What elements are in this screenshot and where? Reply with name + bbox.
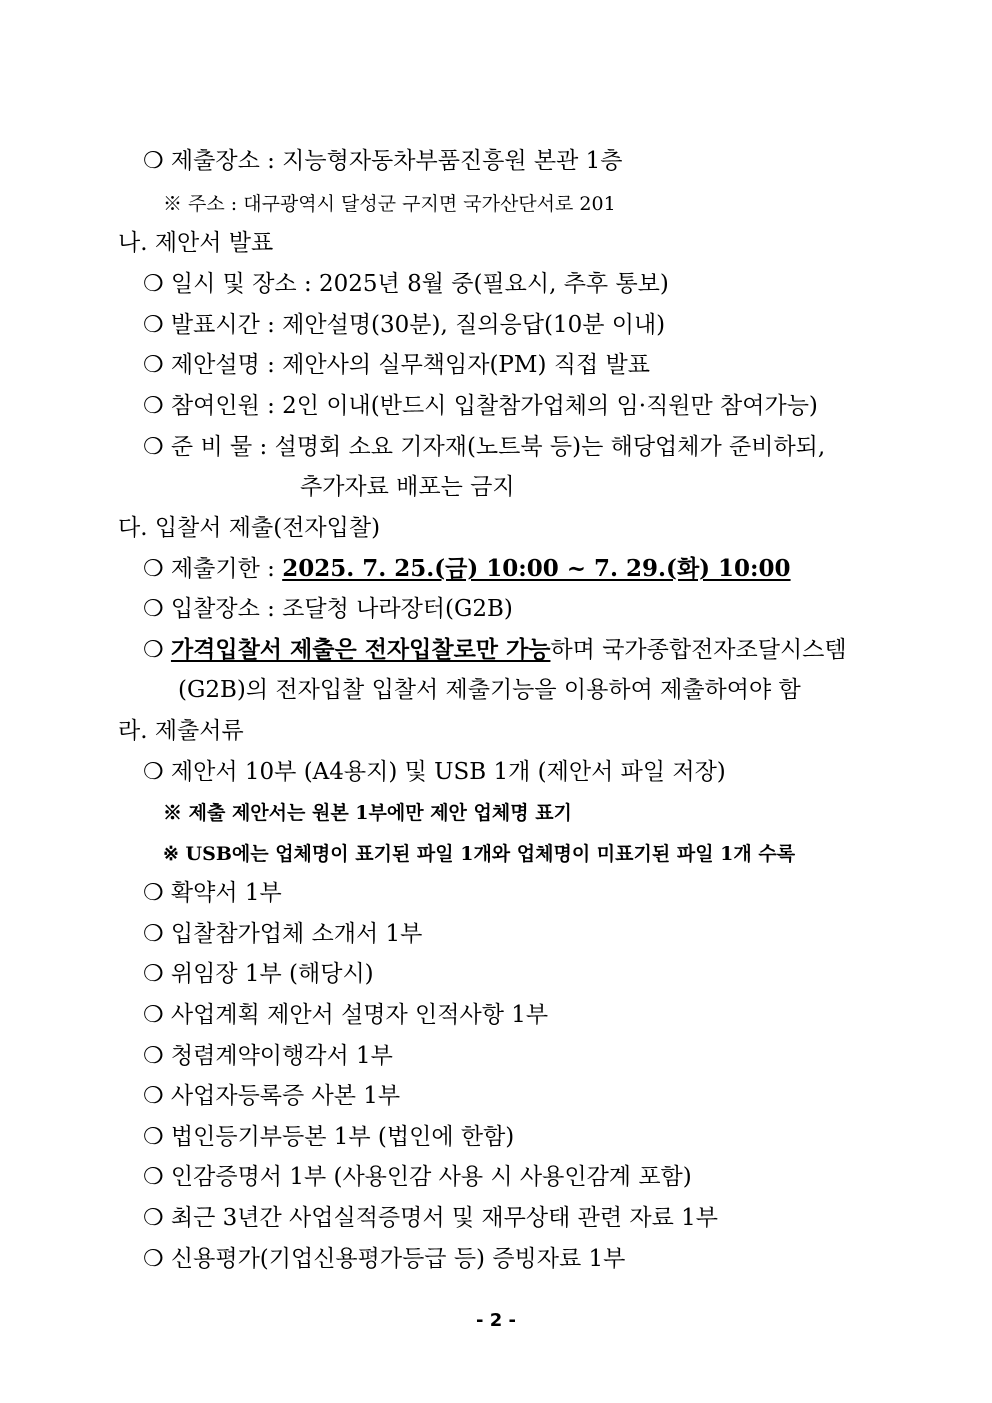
address-note: ※ 주소 : 대구광역시 달성군 구지면 국가산단서로 201 xyxy=(163,193,616,215)
participants: ❍ 참여인원 : 2인 이내(반드시 입찰참가업체의 임·직원만 참여가능) xyxy=(143,393,818,419)
doc-business-registration: ❍ 사업자등록증 사본 1부 xyxy=(143,1083,401,1109)
preparations: ❍ 준 비 물 : 설명회 소요 기자재(노트북 등)는 해당업체가 준비하되, xyxy=(143,434,826,460)
note-usb: ※ USB에는 업체명이 표기된 파일 1개와 업체명이 미표기된 파일 1개 수록 xyxy=(163,843,796,865)
proposal-explanation: ❍ 제안설명 : 제안사의 실무책임자(PM) 직접 발표 xyxy=(143,352,650,378)
doc-proposal: ❍ 제안서 10부 (A4용지) 및 USB 1개 (제안서 파일 저장) xyxy=(143,759,726,785)
doc-corporate-registry: ❍ 법인등기부등본 1부 (법인에 한함) xyxy=(143,1124,515,1150)
submission-deadline xyxy=(143,554,791,584)
electronic-bid-emphasis: 가격입찰서 제출은 전자입찰로만 가능 xyxy=(170,636,551,663)
electronic-bid-continued: (G2B)의 전자입찰 입찰서 제출기능을 이용하여 제출하여야 함 xyxy=(178,677,801,703)
presentation-schedule: ❍ 일시 및 장소 : 2025년 8월 중(필요시, 추후 통보) xyxy=(143,271,669,297)
doc-company-intro: ❍ 입찰참가업체 소개서 1부 xyxy=(143,921,423,947)
doc-seal-certificate: ❍ 인감증명서 1부 (사용인감 사용 시 사용인감계 포함) xyxy=(143,1164,692,1190)
section-heading-na: 나. 제안서 발표 xyxy=(118,230,274,256)
section-heading-da: 다. 입찰서 제출(전자입찰) xyxy=(118,515,381,541)
section-heading-ra: 라. 제출서류 xyxy=(118,718,244,744)
doc-power-of-attorney: ❍ 위임장 1부 (해당시) xyxy=(143,961,374,987)
deadline-date: 2025. 7. 25.(금) 10:00 ~ 7. 29.(화) 10:00 xyxy=(282,555,791,582)
page-number: - 2 - xyxy=(476,1310,516,1331)
bullet: ❍ xyxy=(143,637,171,663)
doc-integrity-pledge: ❍ 청렴계약이행각서 1부 xyxy=(143,1043,393,1069)
submission-location: ❍ 제출장소 : 지능형자동차부품진흥원 본관 1층 xyxy=(143,148,623,174)
doc-pledge: ❍ 확약서 1부 xyxy=(143,880,282,906)
preparations-continued: 추가자료 배포는 금지 xyxy=(300,474,515,500)
presentation-time: ❍ 발표시간 : 제안설명(30분), 질의응답(10분 이내) xyxy=(143,312,666,338)
doc-presenter-info: ❍ 사업계획 제안서 설명자 인적사항 1부 xyxy=(143,1002,549,1028)
deadline-label: ❍ 제출기한 : xyxy=(143,556,283,582)
doc-credit-rating: ❍ 신용평가(기업신용평가등급 등) 증빙자료 1부 xyxy=(143,1246,626,1272)
bid-location: ❍ 입찰장소 : 조달청 나라장터(G2B) xyxy=(143,596,513,622)
note-original-copy: ※ 제출 제안서는 원본 1부에만 제안 업체명 표기 xyxy=(163,802,572,824)
electronic-bid-note xyxy=(143,635,847,665)
electronic-bid-rest: 하며 국가종합전자조달시스템 xyxy=(550,637,847,663)
doc-performance-records: ❍ 최근 3년간 사업실적증명서 및 재무상태 관련 자료 1부 xyxy=(143,1205,718,1231)
